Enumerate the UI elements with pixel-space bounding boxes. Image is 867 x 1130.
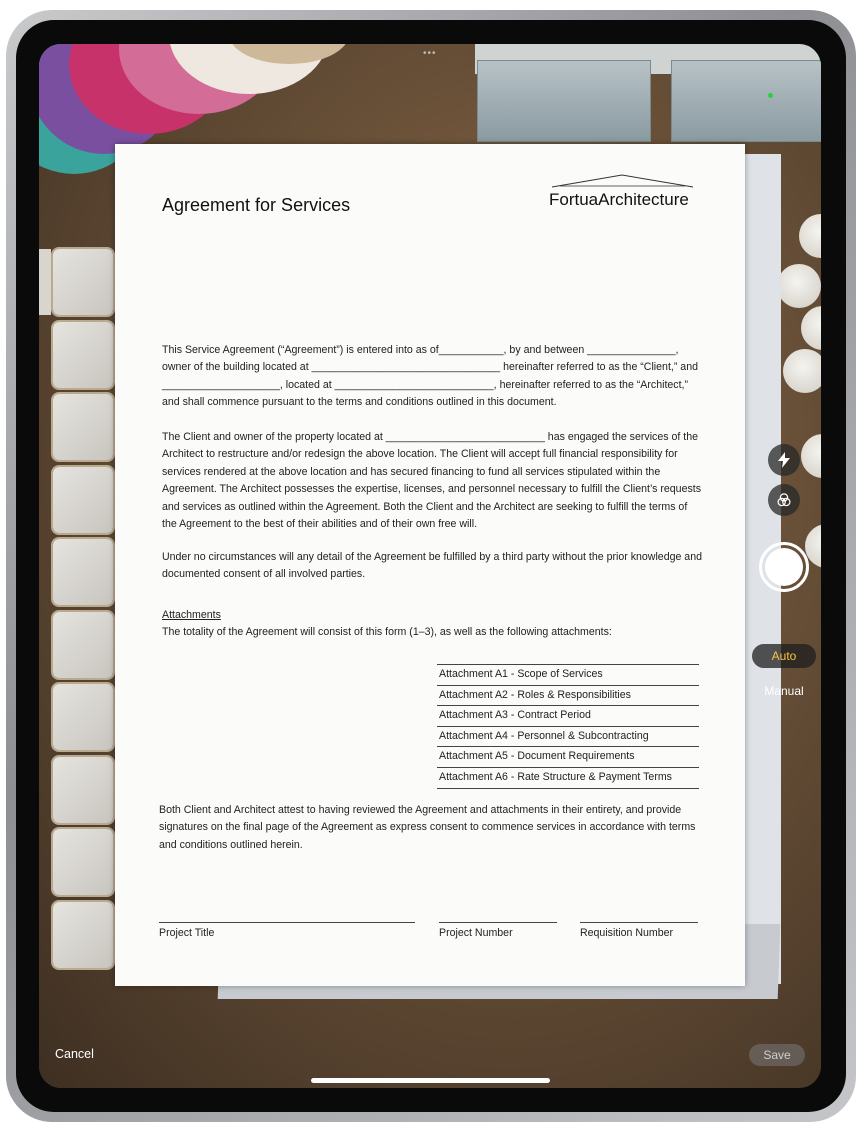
cancel-button[interactable]: Cancel <box>55 1047 94 1061</box>
marble-tile <box>53 322 113 388</box>
marble-tile <box>53 394 113 460</box>
signature-field-project-title: Project Title <box>159 922 415 939</box>
attachment-item: Attachment A6 - Rate Structure & Payment Terms <box>437 768 699 789</box>
marble-tile <box>53 539 113 605</box>
attachment-item: Attachment A2 - Roles & Responsibilities <box>437 686 699 707</box>
attachment-item: Attachment A3 - Contract Period <box>437 706 699 727</box>
marble-tile <box>53 249 113 315</box>
logo-text: FortuaArchitecture <box>549 190 689 209</box>
marble-tile <box>53 612 113 678</box>
mode-auto-button[interactable]: Auto <box>752 644 816 668</box>
marble-tile <box>53 829 113 895</box>
marble-tile-edge <box>39 249 51 315</box>
document-title: Agreement for Services <box>162 195 351 215</box>
home-indicator[interactable] <box>311 1078 550 1083</box>
engagement-paragraph: The Client and owner of the property located at ___________________________ has engaged the services of the Architect to restructure and/or redesign the above location. The Client will accept full financial responsibility for services rendered at the above location and has secured financing to fund all services stipulated within the Agreement. The Architect possesses the expertise, licenses, and personnel necessary to fulfill the Client’s requests and services as outlined within the Agreement. Both the Client and the Architect are seeking to fulfill the terms of the Agreement to the best of their abilities and of their own free will. <box>162 431 701 531</box>
glass-tile <box>671 60 821 142</box>
filter-button[interactable] <box>768 484 800 516</box>
marble-tile <box>53 467 113 533</box>
filter-icon <box>776 492 792 508</box>
logo-roof-icon <box>550 174 695 188</box>
mode-manual-button[interactable]: Manual <box>764 684 804 698</box>
attachment-item: Attachment A5 - Document Requirements <box>437 747 699 768</box>
camera-indicator-dot <box>768 93 773 98</box>
shutter-button-inner <box>765 548 803 586</box>
save-button[interactable]: Save <box>749 1044 805 1066</box>
stone-disc <box>777 264 821 308</box>
signature-field-requisition-number: Requisition Number <box>580 922 698 939</box>
scanner-screen <box>39 44 821 1088</box>
consent-paragraph: Under no circumstances will any detail of the Agreement be fulfilled by a third party without the prior knowledge and documented consent of all involved parties. <box>162 551 702 581</box>
marble-tile <box>53 684 113 750</box>
flash-icon <box>777 452 791 468</box>
flash-button[interactable] <box>768 444 800 476</box>
glass-tile <box>477 60 651 142</box>
attachment-list <box>437 664 699 789</box>
intro-paragraph: This Service Agreement (“Agreement”) is entered into as of___________, by and between _______________, owner of the building located at ________________________________ hereinafter referred to as the “Client,” and ____________________, located at ___________________________, hereinafter referred to as the “Architect,” and shall commence pursuant to the terms and conditions outlined in this document. <box>162 344 698 409</box>
shutter-button[interactable] <box>759 542 809 592</box>
attachments-heading: Attachments <box>162 609 221 621</box>
scanned-document <box>115 144 745 986</box>
attachment-item: Attachment A4 - Personnel & Subcontracting <box>437 727 699 748</box>
attestation-paragraph: Both Client and Architect attest to having reviewed the Agreement and attachments in their entirety, and provide signatures on the final page of the Agreement as express consent to commence services in accordance with terms and conditions outlined herein. <box>159 804 696 851</box>
company-logo <box>545 174 700 214</box>
more-icon[interactable]: ••• <box>423 48 437 59</box>
stone-disc <box>783 349 821 393</box>
attachments-intro: The totality of the Agreement will consist of this form (1–3), as well as the following attachments: <box>162 626 612 638</box>
marble-tile <box>53 757 113 823</box>
attachment-item: Attachment A1 - Scope of Services <box>437 665 699 686</box>
signature-field-project-number: Project Number <box>439 922 557 939</box>
marble-tile <box>53 902 113 968</box>
